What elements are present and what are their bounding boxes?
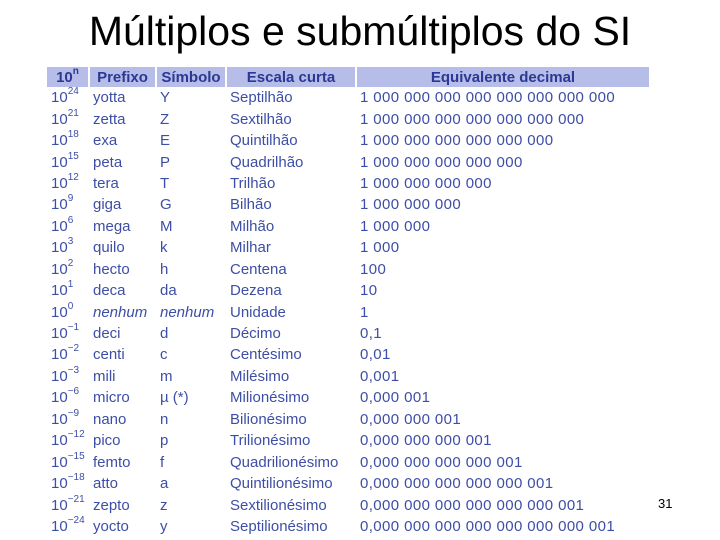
cell-symbol: Y xyxy=(160,89,171,107)
power-exponent: 9 xyxy=(67,193,74,205)
page-number: 31 xyxy=(658,496,673,511)
cell-prefix: giga xyxy=(93,196,122,214)
table-row xyxy=(47,409,649,430)
cell-prefix: deca xyxy=(93,282,126,300)
cell-symbol: f xyxy=(160,453,165,471)
si-prefix-table xyxy=(47,67,649,537)
cell-scale: Sextilionésimo xyxy=(230,496,327,514)
cell-decimal: 0,000 000 000 001 xyxy=(360,432,492,450)
power-base: 10 xyxy=(51,174,68,192)
power-base: 10 xyxy=(51,260,68,278)
power-base: 10 xyxy=(51,475,68,493)
power-exponent: 18 xyxy=(67,129,79,141)
header-power-of-ten xyxy=(47,67,89,87)
header-scale: Escala curta xyxy=(226,67,356,87)
cell-power-of-ten xyxy=(47,151,89,172)
power-exponent: 15 xyxy=(67,150,79,162)
power-exponent: 24 xyxy=(67,86,79,98)
table-row xyxy=(47,516,649,537)
cell-symbol: z xyxy=(160,496,168,514)
cell-symbol: T xyxy=(160,174,170,192)
cell-scale: Bilionésimo xyxy=(230,410,307,428)
cell-decimal: 0,000 000 000 000 001 xyxy=(360,453,523,471)
table-body xyxy=(47,87,649,537)
table-row xyxy=(47,108,649,129)
power-exponent: −9 xyxy=(67,407,80,419)
cell-symbol: G xyxy=(160,196,172,214)
power-exponent: −12 xyxy=(67,429,85,441)
power-base: 10 xyxy=(51,217,68,235)
table-row xyxy=(47,430,649,451)
power-exponent: 3 xyxy=(67,236,74,248)
power-exponent: 2 xyxy=(67,257,74,269)
cell-prefix: nenhum xyxy=(93,303,148,321)
cell-symbol: p xyxy=(160,432,169,450)
cell-scale: Unidade xyxy=(230,303,286,321)
table-row xyxy=(47,323,649,344)
table-row xyxy=(47,130,649,151)
cell-decimal: 1 000 xyxy=(360,239,400,257)
power-base: 10 xyxy=(51,325,68,343)
cell-power-of-ten xyxy=(47,516,89,537)
power-exponent: 6 xyxy=(67,214,74,226)
cell-decimal: 0,000 000 000 000 000 000 001 xyxy=(360,496,585,514)
cell-scale: Trilhão xyxy=(230,174,276,192)
table-row xyxy=(47,194,649,215)
table-row xyxy=(47,451,649,472)
cell-symbol: h xyxy=(160,260,169,278)
cell-prefix: mega xyxy=(93,217,131,235)
cell-prefix: hecto xyxy=(93,260,130,278)
cell-decimal: 1 000 000 000 000 000 xyxy=(360,153,523,171)
cell-decimal: 1 000 000 000 000 000 000 000 xyxy=(360,110,585,128)
cell-symbol: y xyxy=(160,517,168,535)
cell-scale: Trilionésimo xyxy=(230,432,311,450)
power-base: 10 xyxy=(51,496,68,514)
cell-decimal: 10 xyxy=(360,282,378,300)
power-exponent: −2 xyxy=(67,343,80,355)
cell-decimal: 0,1 xyxy=(360,325,383,343)
cell-power-of-ten xyxy=(47,194,89,215)
cell-symbol: k xyxy=(160,239,168,257)
power-exponent: 12 xyxy=(67,171,79,183)
cell-power-of-ten xyxy=(47,451,89,472)
table-row xyxy=(47,494,649,515)
power-base: 10 xyxy=(51,346,68,364)
cell-prefix: zepto xyxy=(93,496,130,514)
cell-power-of-ten xyxy=(47,259,89,280)
cell-power-of-ten xyxy=(47,344,89,365)
cell-scale: Décimo xyxy=(230,325,281,343)
cell-scale: Septilionésimo xyxy=(230,517,328,535)
cell-decimal: 0,000 000 000 000 000 001 xyxy=(360,475,554,493)
table-row xyxy=(47,280,649,301)
cell-scale: Milhar xyxy=(230,239,271,257)
cell-decimal: 0,000 001 xyxy=(360,389,431,407)
header-decimal: Equivalente decimal xyxy=(356,67,649,87)
cell-power-of-ten xyxy=(47,301,89,322)
cell-symbol: nenhum xyxy=(160,303,215,321)
cell-decimal: 1 xyxy=(360,303,369,321)
si-prefix-table-container xyxy=(47,67,663,537)
cell-scale: Bilhão xyxy=(230,196,272,214)
cell-prefix: femto xyxy=(93,453,131,471)
power-exponent: −24 xyxy=(67,514,85,526)
cell-decimal: 100 xyxy=(360,260,387,278)
power-base: 10 xyxy=(51,89,68,107)
cell-symbol: d xyxy=(160,325,169,343)
table-row xyxy=(47,259,649,280)
cell-decimal: 0,001 xyxy=(360,367,400,385)
power-exponent: 0 xyxy=(67,300,74,312)
cell-power-of-ten xyxy=(47,387,89,408)
cell-decimal: 1 000 000 xyxy=(360,217,431,235)
table-row xyxy=(47,216,649,237)
cell-scale: Dezena xyxy=(230,282,282,300)
cell-prefix: atto xyxy=(93,475,119,493)
cell-symbol: µ (*) xyxy=(160,389,189,407)
power-base: 10 xyxy=(51,282,68,300)
cell-prefix: tera xyxy=(93,174,119,192)
power-exponent: 1 xyxy=(67,279,74,291)
table-row xyxy=(47,151,649,172)
cell-power-of-ten xyxy=(47,237,89,258)
header-exp-base: 10 xyxy=(56,68,73,86)
cell-power-of-ten xyxy=(47,130,89,151)
cell-symbol: P xyxy=(160,153,171,171)
cell-symbol: E xyxy=(160,132,171,150)
cell-prefix: pico xyxy=(93,432,121,450)
cell-decimal: 0,000 000 000 000 000 000 000 001 xyxy=(360,517,616,535)
table-header xyxy=(47,67,649,87)
power-exponent: 21 xyxy=(67,107,79,119)
cell-decimal: 1 000 000 000 000 xyxy=(360,174,492,192)
cell-scale: Centésimo xyxy=(230,346,302,364)
power-exponent: −3 xyxy=(67,364,80,376)
cell-power-of-ten xyxy=(47,108,89,129)
cell-power-of-ten xyxy=(47,409,89,430)
power-base: 10 xyxy=(51,132,68,150)
cell-scale: Centena xyxy=(230,260,287,278)
table-row xyxy=(47,173,649,194)
power-base: 10 xyxy=(51,303,68,321)
power-base: 10 xyxy=(51,110,68,128)
cell-symbol: Z xyxy=(160,110,170,128)
cell-scale: Quadrilhão xyxy=(230,153,304,171)
cell-power-of-ten xyxy=(47,494,89,515)
cell-symbol: m xyxy=(160,367,173,385)
cell-power-of-ten xyxy=(47,173,89,194)
cell-symbol: da xyxy=(160,282,177,300)
cell-prefix: yotta xyxy=(93,89,126,107)
power-base: 10 xyxy=(51,517,68,535)
power-exponent: −15 xyxy=(67,450,85,462)
cell-scale: Quadrilionésimo xyxy=(230,453,339,471)
power-exponent: −1 xyxy=(67,322,80,334)
power-exponent: −21 xyxy=(67,493,85,505)
cell-prefix: exa xyxy=(93,132,118,150)
table-row xyxy=(47,387,649,408)
table-row xyxy=(47,344,649,365)
cell-scale: Milionésimo xyxy=(230,389,310,407)
power-base: 10 xyxy=(51,410,68,428)
table-row xyxy=(47,87,649,108)
power-base: 10 xyxy=(51,196,68,214)
power-exponent: −18 xyxy=(67,472,85,484)
cell-prefix: mili xyxy=(93,367,116,385)
table-row xyxy=(47,237,649,258)
cell-power-of-ten xyxy=(47,430,89,451)
cell-power-of-ten xyxy=(47,323,89,344)
cell-prefix: peta xyxy=(93,153,123,171)
header-prefix: Prefixo xyxy=(89,67,156,87)
power-base: 10 xyxy=(51,389,68,407)
cell-prefix: centi xyxy=(93,346,125,364)
power-base: 10 xyxy=(51,367,68,385)
cell-symbol: c xyxy=(160,346,168,364)
header-symbol: Símbolo xyxy=(156,67,226,87)
cell-power-of-ten xyxy=(47,366,89,387)
cell-prefix: zetta xyxy=(93,110,126,128)
cell-power-of-ten xyxy=(47,216,89,237)
power-base: 10 xyxy=(51,453,68,471)
cell-scale: Milhão xyxy=(230,217,275,235)
cell-decimal: 0,000 000 001 xyxy=(360,410,462,428)
power-base: 10 xyxy=(51,153,68,171)
cell-scale: Septilhão xyxy=(230,89,293,107)
cell-decimal: 0,01 xyxy=(360,346,391,364)
slide-title: Múltiplos e submúltiplos do SI xyxy=(88,8,632,54)
cell-symbol: n xyxy=(160,410,169,428)
cell-prefix: nano xyxy=(93,410,127,428)
cell-prefix: quilo xyxy=(93,239,125,257)
cell-decimal: 1 000 000 000 000 000 000 000 000 xyxy=(360,89,616,107)
power-exponent: −6 xyxy=(67,386,80,398)
cell-scale: Quintilhão xyxy=(230,132,298,150)
cell-prefix: yocto xyxy=(93,517,129,535)
table-row xyxy=(47,366,649,387)
cell-decimal: 1 000 000 000 xyxy=(360,196,462,214)
power-base: 10 xyxy=(51,432,68,450)
power-base: 10 xyxy=(51,239,68,257)
table-row xyxy=(47,301,649,322)
cell-prefix: micro xyxy=(93,389,130,407)
cell-scale: Quintilionésimo xyxy=(230,475,333,493)
cell-power-of-ten xyxy=(47,280,89,301)
cell-symbol: M xyxy=(160,217,173,235)
cell-decimal: 1 000 000 000 000 000 000 xyxy=(360,132,554,150)
cell-power-of-ten xyxy=(47,473,89,494)
header-exp-sup: n xyxy=(72,65,79,77)
cell-scale: Milésimo xyxy=(230,367,290,385)
cell-prefix: deci xyxy=(93,325,121,343)
cell-power-of-ten xyxy=(47,87,89,108)
table-header-row xyxy=(47,67,649,87)
cell-symbol: a xyxy=(160,475,169,493)
cell-scale: Sextilhão xyxy=(230,110,292,128)
table-row xyxy=(47,473,649,494)
